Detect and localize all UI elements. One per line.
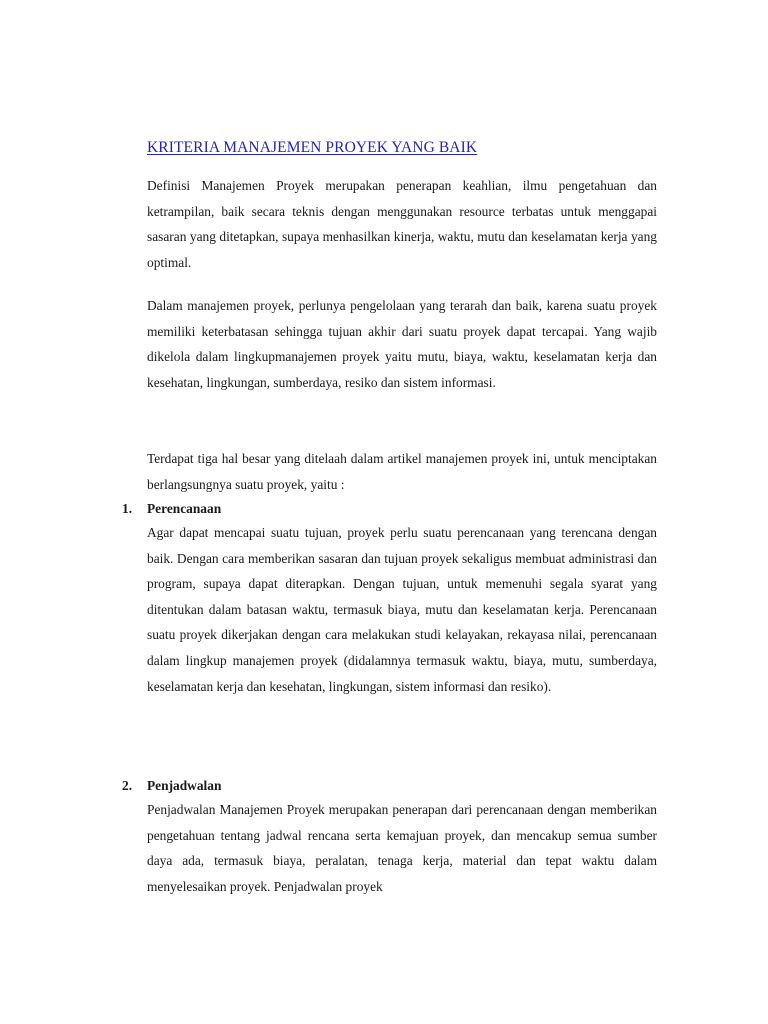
section-number: 1. [122,501,133,516]
document-title: KRITERIA MANAJEMEN PROYEK YANG BAIK [147,139,478,156]
paragraph-management-scope: Dalam manajemen proyek, perlunya pengelolaan yang terarah dan baik, karena suatu proyek memiliki keterbatasan sehingga tujuan akhir dari suatu proyek dapat tercapai. Yang wajib dikelola dalam lingkupmanajemen proyek yaitu mutu, biaya, waktu, keselamatan kerja dan kesehatan, lingkungan, sumberdaya, resiko dan sistem informasi. [147,298,657,390]
paragraph-intro-three-points: Terdapat tiga hal besar yang ditelaah dalam artikel manajemen proyek ini, untuk menciptakan berlangsungnya suatu proyek, yaitu : [147,451,657,492]
section-number: 2. [122,778,133,793]
section-heading-perencanaan [122,499,221,519]
section-heading-penjadwalan [122,776,221,796]
paragraph-definition: Definisi Manajemen Proyek merupakan penerapan keahlian, ilmu pengetahuan dan ketrampilan, baik secara teknis dengan menggunakan resource terbatas untuk menggapai sasaran yang ditetapkan, supaya menhasilkan kinerja, waktu, mutu dan keselamatan kerja yang optimal. [147,178,657,270]
paragraph-perencanaan: Agar dapat mencapai suatu tujuan, proyek perlu suatu perencanaan yang terencana dengan baik. Dengan cara memberikan sasaran dan tujuan proyek sekaligus membuat administrasi dan program, supaya dapat diterapkan. Dengan tujuan, untuk memenuhi segala syarat yang ditentukan dalam batasan waktu, termasuk biaya, mutu dan keselamatan kerja. Perencanaan suatu proyek dikerjakan dengan cara melakukan studi kelayakan, rekayasa nilai, perencanaan dalam lingkup manajemen proyek (didalamnya termasuk waktu, biaya, mutu, sumberdaya, keselamatan kerja dan kesehatan, lingkungan, sistem informasi dan resiko). [147,525,657,694]
section-title: Perencanaan [147,501,222,516]
paragraph-penjadwalan: Penjadwalan Manajemen Proyek merupakan penerapan dari perencanaan dengan memberikan pengetahuan tentang jadwal rencana serta kemajuan proyek, dan mencakup semua sumber daya ada, termasuk biaya, peralatan, tenaga kerja, material dan tepat waktu dalam menyelesaikan proyek. Penjadwalan proyek [147,802,657,894]
section-title: Penjadwalan [147,778,222,793]
